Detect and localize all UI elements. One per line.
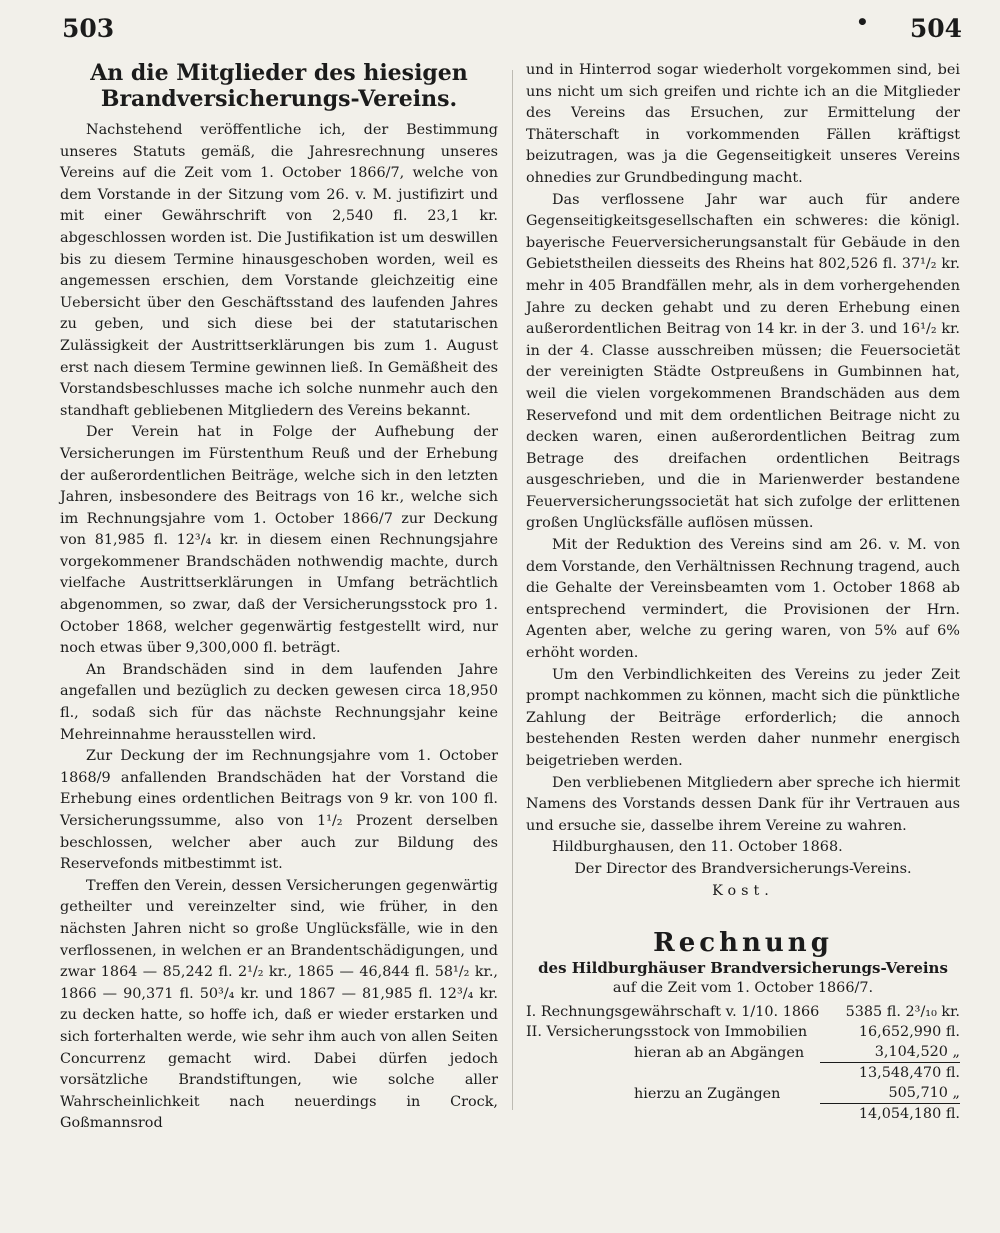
right-column (526, 60, 960, 1124)
accounts-row (526, 1083, 960, 1104)
article-paragraph-7: Das verflossene Jahr war auch für andere Gegenseitigkeitsgesellschaften ein schweres: die königl. bayerische Feuerversicherungsanstalt für Gebäude in den Gebietstheilen diesseits des Rheins hat 802,526 fl. 37¹/₂ kr. mehr in 405 Brandfällen mehr, als in dem vorhergehenden Jahre zu decken gehabt und zu deren Erhebung einen außerordentlichen Beitrag von 14 kr. in der 3. und 16¹/₂ kr. in der 4. Classe ausschreiben müssen; die Feuersocietät der vereinigten Städte Ostpreußens in Gumbinnen hat, weil die vielen vorgekommenen Brandschäden aus dem Reservefond und mit dem ordentlichen Beitrage nicht zu decken waren, einen außerordentlichen Beitrag zum Betrage des dreifachen ordentlichen Beitrags ausgeschrieben, und die in Marienwerder bestandene Feuerversicherungssocietät hat sich zufolge der erlittenen großen Unglücksfälle auflösen müssen. (526, 191, 960, 532)
article-paragraph-3: An Brandschäden sind in dem laufenden Jahre angefallen und bezüglich zu decken gewesen circa 18,950 fl., sodaß sich für das nächste Rechnungsjahr keine Mehreinnahme herausstellen wird. (60, 661, 498, 743)
accounts-row (526, 1104, 960, 1125)
accounts-row (526, 1063, 960, 1084)
accounts-row-amount: 14,054,180 fl. (858, 1106, 960, 1123)
article-paragraph-1: Nachstehend veröffentliche ich, der Bestimmung unseres Statuts gemäß, die Jahresrechnung unseres Vereins auf die Zeit vom 1. October 1866/7, welche von dem Vorstande in der Sitzung vom 26. v. M. justifizirt und mit einer Gewährschrift von 2,540 fl. 23,1 kr. abgeschlossen worden ist. Die Justifikation ist um deswillen bis zu diesem Termine hinausgeschoben worden, weil es angemessen erschien, dem Vorstande gleichzeitig eine Uebersicht über den Geschäftsstand des laufenden Jahres zu geben, und sich diese bei der statutarischen Zulässigkeit der Austrittserklärungen bis zum 1. August erst nach diesem Termine gewinnen ließ. In Gemäßheit des Vorstandsbeschlusses mache ich solche nunmehr auch den standhaft gebliebenen Mitgliedern des Vereins bekannt. (60, 122, 498, 419)
accounts-row-amount: 505,710 „ (820, 1083, 960, 1104)
column-divider (512, 70, 513, 1110)
accounts-row-label (526, 1063, 820, 1084)
accounts-row (526, 1002, 960, 1022)
signature-organization: Der Director des Brandversicherungs-Vereins. (574, 860, 912, 877)
decorative-dot: • (856, 10, 869, 34)
accounts-row-label (526, 1104, 820, 1125)
accounts-table (526, 1002, 960, 1124)
article-title-line2: Brandversicherungs-Vereins. (100, 86, 458, 112)
page-number-left: 503 (62, 14, 115, 43)
left-column (60, 60, 498, 1135)
accounts-row-label: II. Versicherungsstock von Immobilien (526, 1024, 808, 1041)
article-paragraph-2: Der Verein hat in Folge der Aufhebung der Versicherungen im Fürstenthum Reuß und der Erhebung der außerordentlichen Beiträge, welche sich in den letzten Jahren, insbesondere des Beitrags von 16 kr., welche sich im Rechnungsjahre vom 1. October 1866/7 zur Deckung von 81,985 fl. 12³/₄ kr. in diesem einen Rechnungsjahre vorgekommener Brandschäden nothwendig machte, durch vielfache Austrittserklärungen in Umfang beträchtlich abgenommen, so zwar, daß der Versicherungsstock pro 1. October 1868, welcher gegenwärtig festgestellt wird, nur noch etwas über 9,300,000 fl. beträgt. (60, 424, 498, 657)
article-paragraph-6: und in Hinterrod sogar wiederholt vorgekommen sind, bei uns nicht um sich greifen und richte ich an die Mitglieder des Vereins das Ersuchen, zur Ermittelung der Thäterschaft in vorkommenden Fällen kräftigst beizutragen, was ja die Gegenseitigkeit unseres Vereins ohnedies zur Grundbedingung macht. (526, 62, 960, 186)
article-paragraph-5: Treffen den Verein, dessen Versicherungen gegenwärtig getheilter und vereinzelter sind, wie früher, in den nächsten Jahren nicht so große Unglücksfälle, wie in den verflossenen, in welchen er an Brandentschädigungen, und zwar 1864 — 85,242 fl. 2¹/₂ kr., 1865 — 46,844 fl. 58¹/₂ kr., 1866 — 90,371 fl. 50³/₄ kr. und 1867 — 81,985 fl. 12³/₄ kr. zu decken hatte, so hoffe ich, daß er wieder erstarken und sich forterhalten werde, wie sehr ihm auch von allen Seiten Concurrenz gemacht wird. Dabei dürfen jedoch vorsätzliche Brandstiftungen, wie solche aller Wahrscheinlichkeit nach neuerdings in Crock, Goßmannsrod (60, 877, 498, 1132)
article-paragraph-10: Den verbliebenen Mitgliedern aber spreche ich hiermit Namens des Vorstands dessen Dank für ihr Vertrauen aus und ersuche sie, dasselbe ihrem Vereine zu wahren. (526, 774, 960, 834)
accounts-period: auf die Zeit vom 1. October 1866/7. (612, 980, 874, 997)
article-paragraph-9: Um den Verbindlichkeiten des Vereins zu jeder Zeit prompt nachkommen zu können, macht sich die pünktliche Zahlung der Beiträge erforderlich; die annoch bestehenden Resten werden daher nunmehr energisch beigetrieben werden. (526, 666, 960, 769)
accounts-subtitle: des Hildburghäuser Brandversicherungs-Vereins (538, 959, 948, 978)
article-title (60, 60, 498, 112)
accounts-row-label: hieran ab an Abgängen (634, 1044, 805, 1061)
accounts-row-amount: 16,652,990 fl. (858, 1024, 960, 1041)
signature-place-date: Hildburghausen, den 11. October 1868. (552, 839, 843, 856)
accounts-row-label: hierzu an Zugängen (634, 1085, 781, 1102)
accounts-row (526, 1022, 960, 1042)
accounts-row-label: I. Rechnungsgewährschaft v. 1/10. 1866 (526, 1004, 820, 1021)
accounts-row-amount: 5385 fl. 2³/₁₀ kr. (845, 1004, 960, 1021)
page-number-right: 504 (909, 14, 962, 43)
accounts-row-amount: 3,104,520 „ (820, 1042, 960, 1063)
article-title-line1: An die Mitglieder des hiesigen (90, 60, 468, 86)
article-paragraph-4: Zur Deckung der im Rechnungsjahre vom 1. October 1868/9 anfallenden Brandschäden hat der Vorstand die Erhebung eines ordentlichen Beitrags von 9 kr. von 100 fl. Versicherungssumme, also von 1¹/₂ Prozent derselben beschlossen, welcher aber auch zur Bildung des Reservefonds mitbestimmt ist. (60, 748, 498, 873)
accounts-row (526, 1042, 960, 1063)
article-paragraph-8: Mit der Reduktion des Vereins sind am 26. v. M. von dem Vorstande, den Verhältnissen Rechnung tragend, auch die Gehalte der Vereinsbeamten vom 1. October 1868 ab entsprechend vermindert, die Provisionen der Hrn. Agenten aber, welche zu gering waren, von 5% auf 6% erhöht worden. (526, 537, 960, 662)
signature-name: Kost. (712, 882, 774, 899)
accounts-row-amount: 13,548,470 fl. (858, 1065, 960, 1082)
accounts-title: Rechnung (653, 928, 833, 959)
